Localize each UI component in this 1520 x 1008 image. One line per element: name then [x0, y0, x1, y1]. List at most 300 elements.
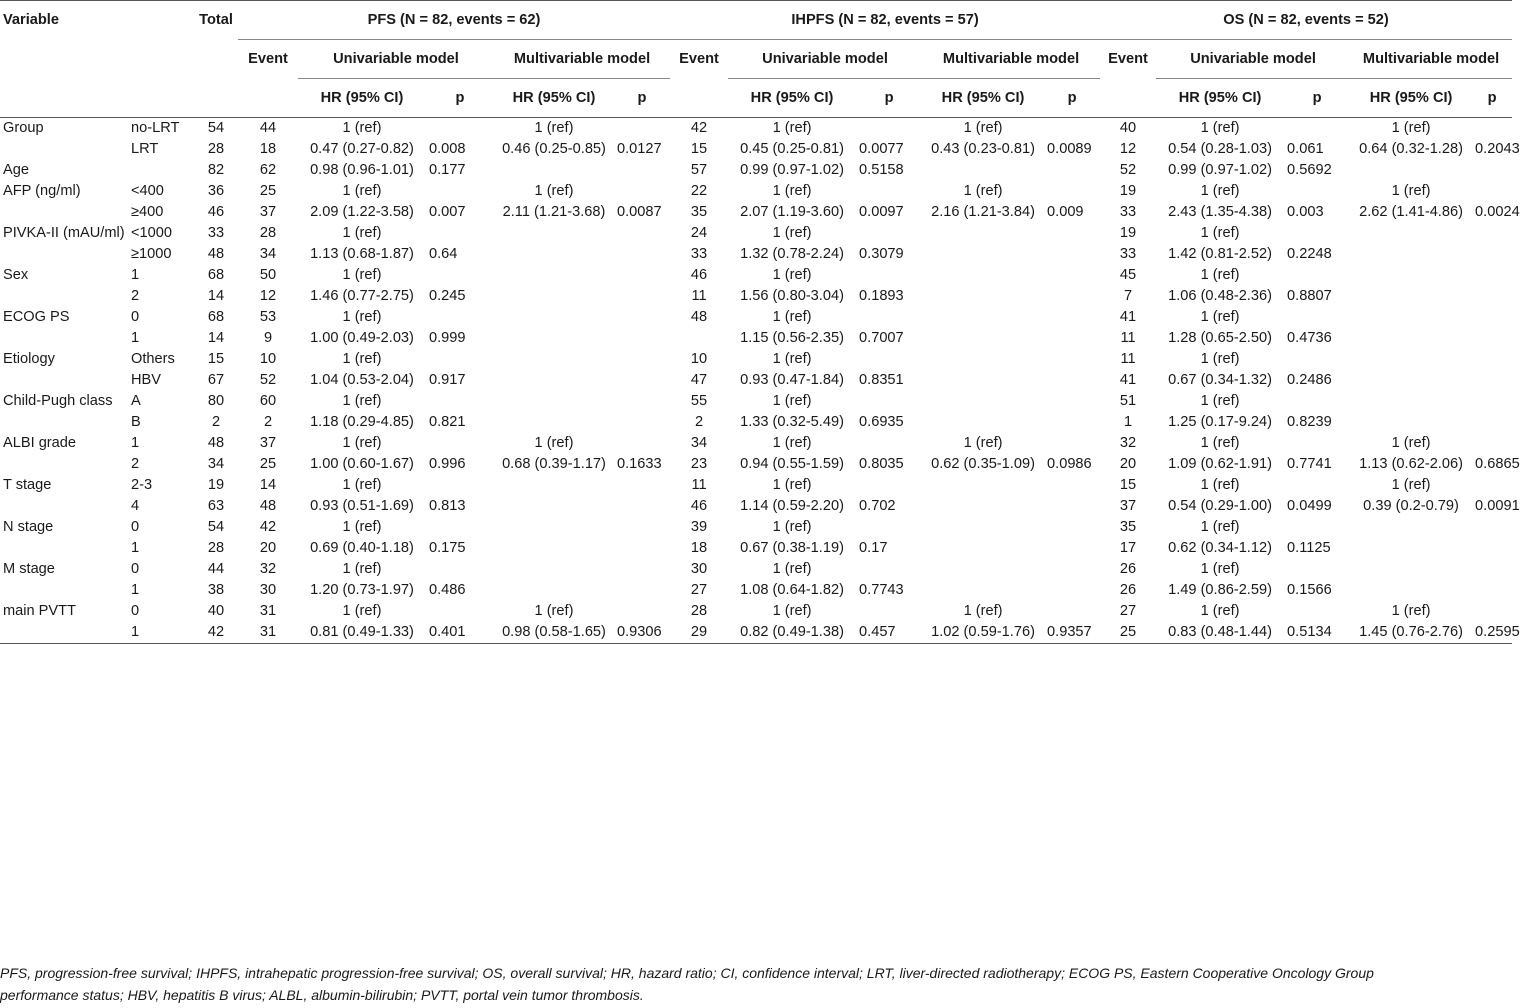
ihpfs-univariable-hr-cell: 1.56 (0.80-3.04)	[740, 288, 844, 304]
table-row	[0, 181, 1512, 202]
os-univariable-p-cell: 0.5134	[1284, 622, 1350, 644]
ihpfs-multivariable-hr-cell: 0.43 (0.23-0.81)	[931, 141, 1035, 157]
pfs-univariable-p-cell: 0.245	[429, 288, 466, 304]
pfs-univariable-hr-cell: 1 (ref)	[342, 603, 382, 619]
ihpfs-multivariable-p-cell	[1044, 118, 1100, 140]
category-cell: 4	[131, 498, 140, 514]
pfs-event-cell: 62	[259, 162, 277, 178]
category-cell: 1	[131, 540, 140, 556]
table-row	[0, 265, 1512, 286]
ihpfs-event-cell: 57	[690, 162, 708, 178]
os-multivariable-hr-cell: 2.62 (1.41-4.86)	[1359, 204, 1463, 220]
os-multivariable-hr-cell	[1350, 391, 1472, 412]
pfs-univariable-p-cell	[426, 433, 494, 454]
pfs-univariable-p-cell: 0.996	[429, 456, 466, 472]
pfs-event-cell: 53	[259, 309, 277, 325]
ihpfs-multivariable-header: Multivariable model	[922, 40, 1100, 79]
os-event-cell: 15	[1119, 477, 1137, 493]
ihpfs-multivariable-p-cell	[1044, 475, 1100, 496]
ihpfs-event-cell	[670, 328, 728, 349]
os-multivariable-hr-cell	[1350, 286, 1472, 307]
ihpfs-multivariable-p-cell	[1044, 433, 1100, 454]
pfs-univariable-hr-cell: 1 (ref)	[342, 519, 382, 535]
pfs-univariable-p-cell: 0.177	[429, 162, 466, 178]
os-uni-hr-header: HR (95% CI)	[1156, 79, 1284, 118]
ihpfs-event-cell: 29	[670, 622, 728, 644]
table-row	[0, 139, 1512, 160]
category-cell: 0	[131, 309, 140, 325]
ihpfs-multivariable-hr-cell	[922, 475, 1044, 496]
os-multivariable-hr-cell: 1.45 (0.76-2.76)	[1350, 622, 1472, 644]
ihpfs-uni-hr-header: HR (95% CI)	[728, 79, 856, 118]
os-univariable-hr-cell: 0.99 (0.97-1.02)	[1168, 162, 1272, 178]
os-univariable-hr-cell: 1 (ref)	[1200, 603, 1240, 619]
os-event-cell: 45	[1119, 267, 1137, 283]
pfs-univariable-hr-cell: 1.46 (0.77-2.75)	[310, 288, 414, 304]
os-multivariable-p-cell	[1472, 181, 1512, 202]
category-cell: <1000	[131, 225, 172, 241]
table-row	[0, 349, 1512, 370]
pfs-event-cell: 2	[263, 414, 273, 430]
category-cell: 2	[131, 288, 140, 304]
pfs-event-cell: 60	[259, 393, 277, 409]
ihpfs-univariable-hr-cell: 1 (ref)	[772, 120, 812, 136]
total-cell: 68	[207, 267, 225, 283]
os-event-cell: 12	[1119, 141, 1137, 157]
pfs-multivariable-hr-cell	[494, 223, 614, 244]
ihpfs-univariable-p-cell	[856, 559, 922, 580]
os-event-cell: 33	[1119, 246, 1137, 262]
ihpfs-univariable-p-cell	[856, 475, 922, 496]
pfs-univariable-p-cell	[426, 475, 494, 496]
os-univariable-p-cell: 0.1566	[1287, 582, 1332, 598]
os-multivariable-hr-cell	[1350, 223, 1472, 244]
pfs-univariable-p-cell	[426, 223, 494, 244]
os-event-cell: 41	[1119, 372, 1137, 388]
ihpfs-univariable-p-cell: 0.457	[856, 622, 922, 644]
total-cell: 80	[207, 393, 225, 409]
pfs-event-cell: 30	[259, 582, 277, 598]
pfs-multivariable-hr-cell	[494, 265, 614, 286]
pfs-event-cell: 12	[259, 288, 277, 304]
total-cell: 28	[207, 141, 225, 157]
pfs-event-cell: 44	[259, 120, 277, 136]
total-cell: 68	[207, 309, 225, 325]
os-univariable-p-cell: 0.1125	[1287, 540, 1331, 556]
variable-cell	[0, 244, 128, 265]
os-multivariable-hr-cell	[1350, 265, 1472, 286]
total-cell: 19	[207, 477, 225, 493]
os-multi-hr-header: HR (95% CI)	[1350, 79, 1472, 118]
pfs-multivariable-hr-cell: 0.46 (0.25-0.85)	[502, 141, 606, 157]
ihpfs-multivariable-p-cell	[1044, 412, 1100, 433]
ihpfs-multivariable-p-cell: 0.0986	[1047, 456, 1092, 472]
pfs-multivariable-p-cell	[614, 244, 670, 265]
os-univariable-p-cell: 0.4736	[1287, 330, 1332, 346]
os-multivariable-p-cell	[1472, 223, 1512, 244]
os-univariable-hr-cell: 1.42 (0.81-2.52)	[1168, 246, 1272, 262]
ihpfs-multivariable-hr-cell: 1 (ref)	[963, 120, 1003, 136]
variable-cell	[0, 580, 128, 601]
table-row	[0, 559, 1512, 580]
os-multivariable-hr-cell	[1350, 349, 1472, 370]
ihpfs-univariable-p-cell	[856, 349, 922, 370]
ihpfs-univariable-p-cell	[856, 391, 922, 412]
os-event-cell: 52	[1119, 162, 1137, 178]
pfs-event-cell: 14	[259, 477, 277, 493]
category-cell: 1	[131, 330, 140, 346]
ihpfs-event-cell: 39	[690, 519, 708, 535]
pfs-univariable-p-cell	[426, 391, 494, 412]
pfs-event-cell: 52	[259, 372, 277, 388]
os-multivariable-p-cell	[1472, 601, 1512, 622]
os-event-cell: 19	[1119, 225, 1137, 241]
total-cell: 44	[207, 561, 225, 577]
ihpfs-event-cell: 48	[690, 309, 708, 325]
ihpfs-multivariable-p-cell: 0.0089	[1047, 141, 1092, 157]
pfs-event-cell: 20	[259, 540, 277, 556]
pfs-multivariable-hr-cell	[494, 391, 614, 412]
ihpfs-event-cell: 23	[690, 456, 708, 472]
pfs-univariable-p-cell: 0.007	[429, 204, 466, 220]
pfs-univariable-hr-cell: 1 (ref)	[342, 351, 382, 367]
table-row	[0, 538, 1512, 559]
pfs-univariable-p-cell: 0.999	[429, 330, 466, 346]
ihpfs-multivariable-hr-cell	[922, 244, 1044, 265]
os-univariable-p-cell	[1284, 307, 1350, 328]
table-row	[0, 160, 1512, 181]
variable-cell	[0, 496, 128, 517]
pfs-multivariable-p-cell	[614, 538, 670, 559]
pfs-univariable-hr-cell: 1.04 (0.53-2.04)	[310, 372, 414, 388]
os-univariable-p-cell	[1284, 475, 1350, 496]
pfs-event-cell: 28	[259, 225, 277, 241]
table-row	[0, 454, 1512, 475]
ihpfs-multivariable-hr-cell	[922, 223, 1044, 244]
pfs-multivariable-hr-cell	[494, 517, 614, 538]
ihpfs-multivariable-hr-cell	[922, 580, 1044, 601]
os-univariable-hr-cell: 1 (ref)	[1200, 267, 1240, 283]
variable-cell	[0, 139, 128, 160]
pfs-multivariable-p-cell	[614, 517, 670, 538]
category-cell: <400	[131, 183, 164, 199]
os-event-cell: 25	[1100, 622, 1156, 644]
pfs-multivariable-hr-cell	[494, 370, 614, 391]
ihpfs-univariable-hr-cell: 1.14 (0.59-2.20)	[740, 498, 844, 514]
category-cell: LRT	[131, 141, 159, 157]
os-multivariable-p-cell	[1472, 307, 1512, 328]
ihpfs-event-cell: 11	[691, 288, 707, 304]
os-multivariable-p-cell: 0.6865	[1475, 456, 1520, 472]
group-ihpfs: IHPFS (N = 82, events = 57)	[670, 1, 1100, 40]
os-multivariable-hr-cell	[1350, 559, 1472, 580]
ihpfs-multivariable-hr-cell: 1 (ref)	[963, 183, 1003, 199]
pfs-multivariable-p-cell	[614, 433, 670, 454]
os-univariable-hr-cell: 1 (ref)	[1200, 225, 1240, 241]
os-univariable-p-cell	[1284, 349, 1350, 370]
variable-cell	[0, 538, 128, 559]
ihpfs-univariable-hr-cell: 1 (ref)	[772, 393, 812, 409]
os-univariable-p-cell: 0.2486	[1287, 372, 1332, 388]
ihpfs-event-cell: 30	[690, 561, 708, 577]
os-event-cell: 20	[1119, 456, 1137, 472]
ihpfs-univariable-p-cell: 0.702	[859, 498, 896, 514]
os-multivariable-p-cell	[1472, 538, 1512, 559]
total-cell: 34	[207, 456, 225, 472]
ihpfs-multivariable-hr-cell	[922, 265, 1044, 286]
os-multivariable-hr-cell	[1350, 580, 1472, 601]
category-cell: B	[131, 414, 141, 430]
pfs-event-cell: 37	[259, 435, 277, 451]
os-univariable-hr-cell: 0.62 (0.34-1.12)	[1168, 540, 1272, 556]
category-cell: ≥400	[131, 204, 164, 220]
ihpfs-multivariable-p-cell	[1044, 286, 1100, 307]
table-row	[0, 412, 1512, 433]
os-multivariable-hr-cell	[1350, 160, 1472, 181]
pfs-multivariable-p-cell	[614, 370, 670, 391]
os-event-cell: 37	[1119, 498, 1137, 514]
ihpfs-univariable-p-cell	[856, 118, 922, 140]
pfs-univariable-hr-cell: 0.47 (0.27-0.82)	[310, 141, 414, 157]
ihpfs-multivariable-hr-cell	[922, 559, 1044, 580]
category-cell: 0	[131, 561, 140, 577]
pfs-multivariable-p-cell	[614, 307, 670, 328]
pfs-multivariable-p-cell	[614, 580, 670, 601]
ihpfs-univariable-p-cell	[856, 307, 922, 328]
os-univariable-p-cell	[1284, 118, 1350, 140]
ihpfs-univariable-hr-cell: 1 (ref)	[772, 267, 812, 283]
os-univariable-p-cell: 0.061	[1287, 141, 1324, 157]
variable-cell: Sex	[3, 267, 29, 283]
total-cell: 48	[207, 246, 225, 262]
total-cell: 48	[207, 435, 225, 451]
os-univariable-p-cell	[1284, 517, 1350, 538]
os-multivariable-p-cell: 0.2595	[1472, 622, 1512, 644]
col-total: Total	[194, 1, 238, 40]
os-univariable-p-cell: 0.0499	[1287, 498, 1332, 514]
ihpfs-event-cell: 35	[690, 204, 708, 220]
os-univariable-p-cell: 0.2248	[1287, 246, 1332, 262]
category-cell: 2-3	[131, 477, 153, 493]
pfs-univariable-hr-cell: 1 (ref)	[342, 267, 382, 283]
ihpfs-univariable-p-cell	[856, 433, 922, 454]
total-cell: 82	[207, 162, 225, 178]
os-univariable-hr-cell: 0.67 (0.34-1.32)	[1168, 372, 1272, 388]
pfs-multivariable-hr-cell	[494, 475, 614, 496]
pfs-univariable-p-cell: 0.175	[429, 540, 466, 556]
ihpfs-event-cell: 28	[690, 603, 708, 619]
os-multivariable-p-cell	[1472, 160, 1512, 181]
ihpfs-multivariable-p-cell	[1044, 580, 1100, 601]
table-row	[0, 223, 1512, 244]
os-multivariable-p-cell	[1472, 244, 1512, 265]
os-univariable-hr-cell: 1 (ref)	[1200, 435, 1240, 451]
ihpfs-multi-hr-header: HR (95% CI)	[922, 79, 1044, 118]
ihpfs-multivariable-p-cell: 0.9357	[1044, 622, 1100, 644]
os-univariable-p-cell: 0.003	[1287, 204, 1324, 220]
os-multivariable-p-cell: 0.2043	[1475, 141, 1520, 157]
ihpfs-multivariable-p-cell	[1044, 601, 1100, 622]
pfs-uni-p-header: p	[426, 79, 494, 118]
ihpfs-univariable-p-cell: 0.0077	[859, 141, 904, 157]
os-multi-p-header: p	[1472, 79, 1512, 118]
ihpfs-multivariable-p-cell	[1044, 265, 1100, 286]
os-univariable-p-cell	[1284, 265, 1350, 286]
ihpfs-event-cell: 18	[690, 540, 708, 556]
ihpfs-univariable-hr-cell: 1.32 (0.78-2.24)	[740, 246, 844, 262]
pfs-multivariable-hr-cell	[494, 349, 614, 370]
ihpfs-univariable-hr-cell: 0.93 (0.47-1.84)	[740, 372, 844, 388]
pfs-event-cell: 31	[238, 622, 298, 644]
category-cell: 1	[128, 622, 194, 644]
ihpfs-event-cell: 42	[690, 120, 708, 136]
ihpfs-multivariable-hr-cell	[922, 160, 1044, 181]
pfs-univariable-hr-cell: 1 (ref)	[342, 309, 382, 325]
pfs-univariable-hr-cell: 1 (ref)	[342, 120, 382, 136]
os-multivariable-p-cell: 0.0091	[1475, 498, 1520, 514]
ihpfs-multivariable-hr-cell	[922, 517, 1044, 538]
pfs-multivariable-hr-cell: 0.98 (0.58-1.65)	[494, 622, 614, 644]
pfs-univariable-hr-cell: 1 (ref)	[342, 477, 382, 493]
total-cell: 42	[194, 622, 238, 644]
ihpfs-event-cell: 24	[690, 225, 708, 241]
pfs-univariable-hr-cell: 1 (ref)	[342, 183, 382, 199]
category-cell: HBV	[131, 372, 162, 388]
category-cell: 1	[131, 267, 140, 283]
ihpfs-univariable-p-cell	[856, 223, 922, 244]
pfs-event-cell: 31	[259, 603, 277, 619]
os-event-cell: 19	[1119, 183, 1137, 199]
ihpfs-multivariable-hr-cell: 1 (ref)	[963, 603, 1003, 619]
variable-cell	[0, 202, 128, 223]
ihpfs-event-cell: 46	[690, 267, 708, 283]
total-cell: 46	[207, 204, 225, 220]
ihpfs-event-cell: 33	[690, 246, 708, 262]
os-univariable-p-cell: 0.8807	[1287, 288, 1332, 304]
os-univariable-p-cell	[1284, 601, 1350, 622]
ihpfs-multivariable-p-cell	[1044, 181, 1100, 202]
pfs-multi-hr-header: HR (95% CI)	[494, 79, 614, 118]
pfs-multivariable-p-cell	[614, 265, 670, 286]
ihpfs-univariable-hr-cell: 0.94 (0.55-1.59)	[740, 456, 844, 472]
pfs-multivariable-hr-cell	[494, 559, 614, 580]
os-multivariable-p-cell	[1472, 412, 1512, 433]
ihpfs-univariable-p-cell: 0.8035	[859, 456, 904, 472]
total-cell: 33	[207, 225, 225, 241]
category-cell: ≥1000	[131, 246, 172, 262]
ihpfs-univariable-p-cell: 0.8351	[859, 372, 904, 388]
total-cell: 2	[211, 414, 221, 430]
header-row-3	[0, 79, 1512, 118]
pfs-multivariable-hr-cell	[494, 286, 614, 307]
pfs-univariable-header: Univariable model	[298, 40, 494, 79]
os-univariable-hr-cell: 1 (ref)	[1200, 393, 1240, 409]
os-multivariable-hr-cell	[1350, 412, 1472, 433]
os-univariable-hr-cell: 1 (ref)	[1200, 519, 1240, 535]
ihpfs-multivariable-hr-cell: 2.16 (1.21-3.84)	[931, 204, 1035, 220]
pfs-univariable-hr-cell: 2.09 (1.22-3.58)	[310, 204, 414, 220]
table-row	[0, 496, 1512, 517]
ihpfs-multivariable-hr-cell: 0.62 (0.35-1.09)	[931, 456, 1035, 472]
variable-cell	[0, 454, 128, 475]
table-row	[0, 328, 1512, 349]
ihpfs-univariable-hr-cell: 1.15 (0.56-2.35)	[740, 330, 844, 346]
pfs-univariable-hr-cell: 0.69 (0.40-1.18)	[310, 540, 414, 556]
pfs-event-cell: 37	[259, 204, 277, 220]
pfs-event-cell: 42	[259, 519, 277, 535]
os-event-cell: 41	[1119, 309, 1137, 325]
variable-cell: N stage	[3, 519, 54, 535]
ihpfs-multivariable-hr-cell	[922, 391, 1044, 412]
ihpfs-multivariable-hr-cell	[922, 370, 1044, 391]
os-multivariable-hr-cell: 1.13 (0.62-2.06)	[1359, 456, 1463, 472]
pfs-event-cell: 34	[259, 246, 277, 262]
pfs-event-cell: 50	[259, 267, 277, 283]
pfs-multivariable-hr-cell: 1 (ref)	[534, 120, 574, 136]
pfs-univariable-p-cell	[426, 349, 494, 370]
pfs-univariable-p-cell	[426, 118, 494, 140]
pfs-multivariable-hr-cell	[494, 538, 614, 559]
os-univariable-p-cell: 0.8239	[1287, 414, 1332, 430]
category-cell: Others	[131, 351, 175, 367]
variable-cell	[0, 286, 128, 307]
total-cell: 14	[207, 330, 225, 346]
pfs-multivariable-p-cell	[614, 559, 670, 580]
pfs-univariable-hr-cell: 1.18 (0.29-4.85)	[310, 414, 414, 430]
table-row	[0, 475, 1512, 496]
os-multivariable-p-cell	[1472, 370, 1512, 391]
ihpfs-univariable-p-cell: 0.5158	[859, 162, 904, 178]
os-multivariable-hr-cell	[1350, 307, 1472, 328]
os-multivariable-hr-cell	[1350, 370, 1472, 391]
pfs-multivariable-hr-cell: 0.68 (0.39-1.17)	[502, 456, 606, 472]
os-univariable-hr-cell: 1 (ref)	[1200, 561, 1240, 577]
category-cell: 2	[131, 456, 140, 472]
pfs-univariable-hr-cell: 0.98 (0.96-1.01)	[310, 162, 414, 178]
os-univariable-p-cell	[1284, 181, 1350, 202]
total-cell: 40	[207, 603, 225, 619]
os-uni-p-header: p	[1284, 79, 1350, 118]
os-event-cell: 33	[1119, 204, 1137, 220]
os-event-cell: 11	[1120, 351, 1136, 367]
variable-cell: ALBI grade	[3, 435, 77, 451]
ihpfs-event-cell: 15	[690, 141, 708, 157]
total-cell: 54	[207, 120, 225, 136]
ihpfs-univariable-hr-cell: 2.07 (1.19-3.60)	[740, 204, 844, 220]
os-event-cell: 51	[1119, 393, 1137, 409]
os-univariable-p-cell	[1284, 433, 1350, 454]
ihpfs-univariable-hr-cell: 1 (ref)	[772, 309, 812, 325]
os-event-cell: 11	[1120, 330, 1136, 346]
ihpfs-univariable-hr-cell: 1 (ref)	[772, 435, 812, 451]
ihpfs-univariable-hr-cell: 0.82 (0.49-1.38)	[728, 622, 856, 644]
os-univariable-hr-cell: 1.06 (0.48-2.36)	[1168, 288, 1272, 304]
pfs-univariable-hr-cell: 1.00 (0.60-1.67)	[310, 456, 414, 472]
ihpfs-multivariable-hr-cell	[922, 286, 1044, 307]
pfs-univariable-hr-cell: 1.13 (0.68-1.87)	[310, 246, 414, 262]
pfs-multivariable-hr-cell	[494, 244, 614, 265]
os-univariable-p-cell	[1284, 559, 1350, 580]
ihpfs-univariable-p-cell	[856, 517, 922, 538]
ihpfs-multivariable-p-cell	[1044, 496, 1100, 517]
table-row	[0, 244, 1512, 265]
variable-cell	[0, 622, 128, 644]
variable-cell	[0, 328, 128, 349]
os-multivariable-p-cell	[1472, 559, 1512, 580]
os-multivariable-hr-cell	[1350, 517, 1472, 538]
os-multivariable-hr-cell: 1 (ref)	[1391, 120, 1431, 136]
pfs-multivariable-p-cell	[614, 181, 670, 202]
